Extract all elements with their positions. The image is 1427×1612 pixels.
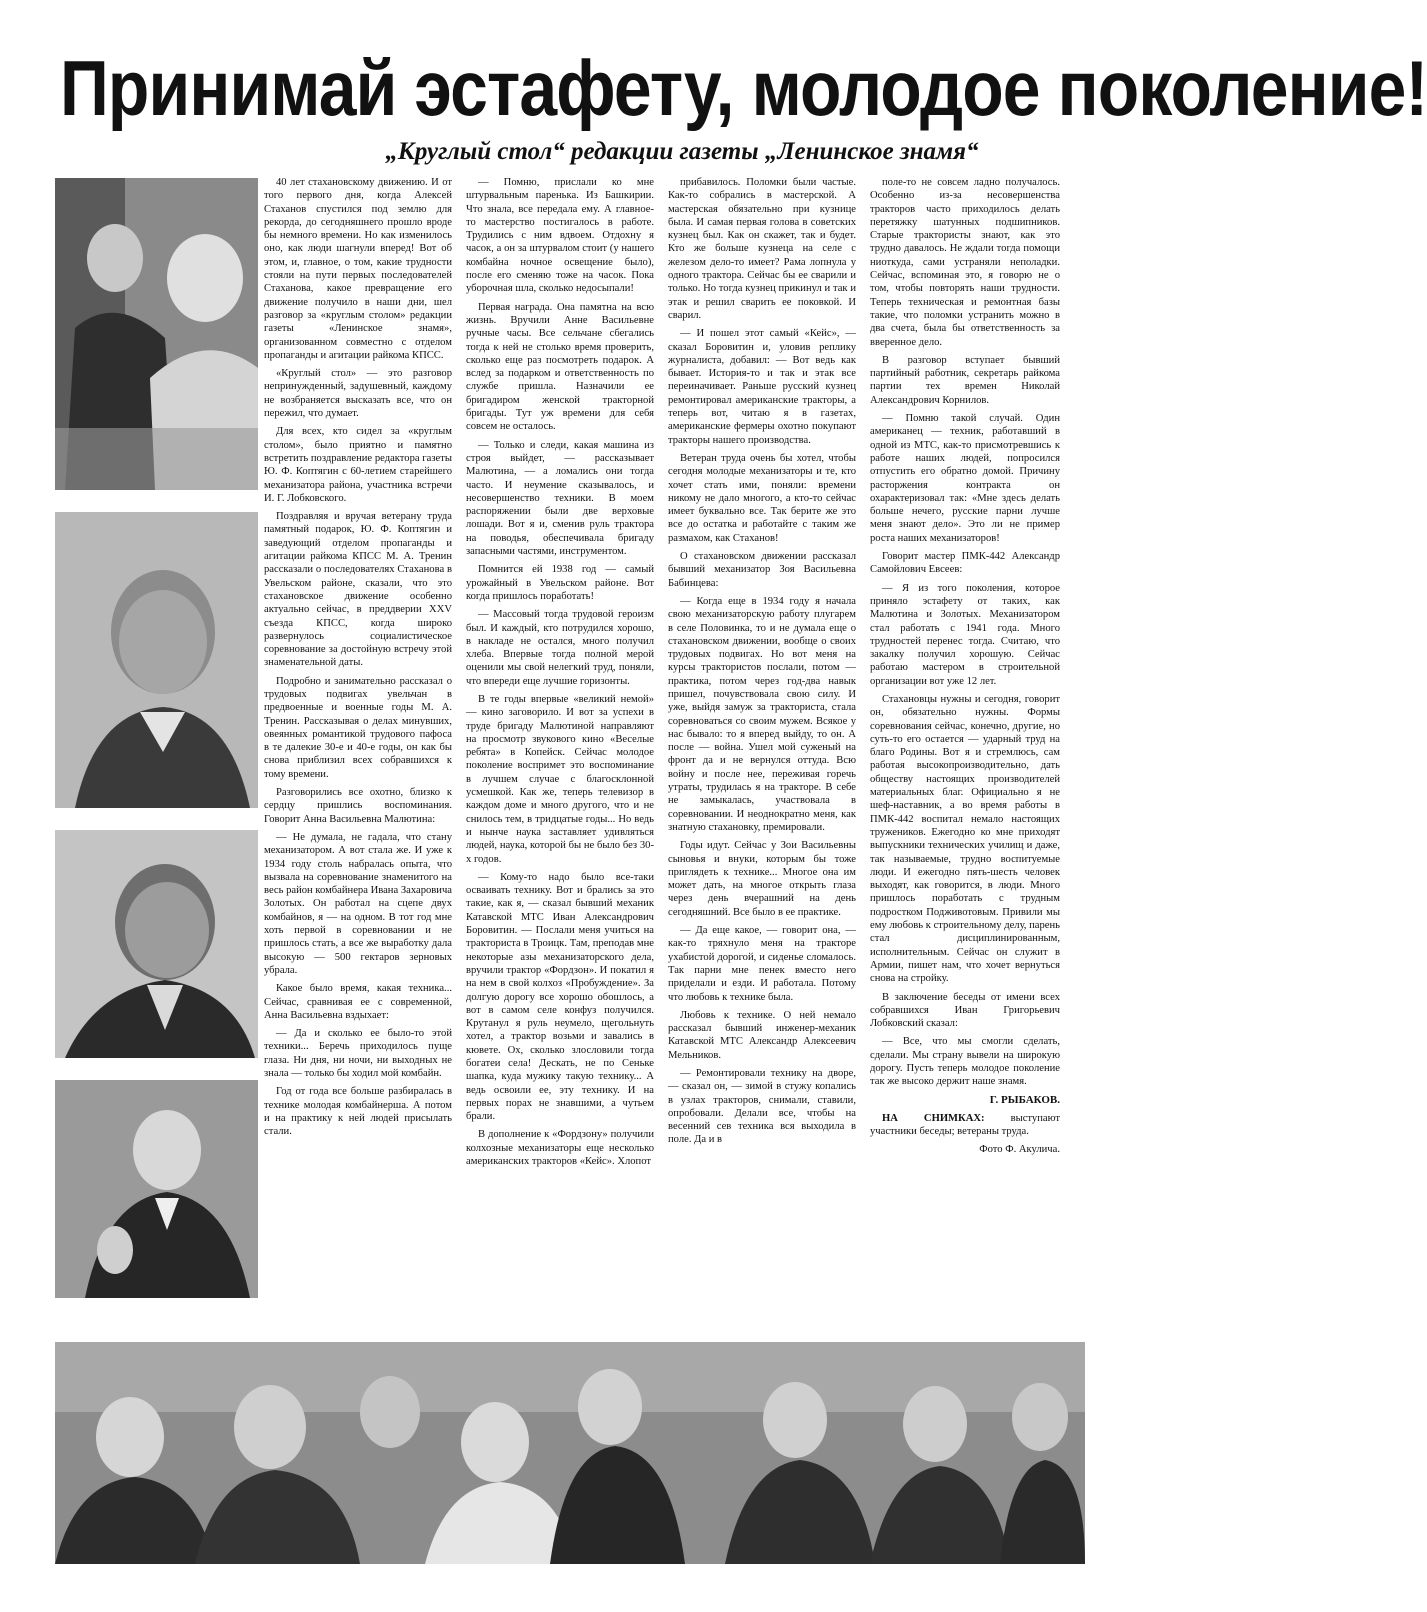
article-column-2 [466,176,654,1321]
paragraph: Год от года все больше разбиралась в технике молодая комбайнерша. А потом и на практику к ней людей присылать стали. [264,1086,452,1138]
photo-participant-1 [55,178,258,490]
photo-participant-2 [55,512,258,808]
paragraph: Стахановцы нужны и сегодня, говорит он, обязательно нужны. Формы соревнования сейчас, конечно, другие, но суть-то его остается — ударный труд на благо Родины. Вот я и стремлюсь, сам работая высокопроизводительно, дать обществу настоящих производителей материальных благ. Официально я не шеф-наставник, а во время работы в ПМК-442 воспитал немало настоящих тружеников. Ежегодно ко мне приходят выпускники технических училищ и даже, так называемые, трудно воспитуемые люди. И ежегодно пять-шесть человек выходят, как говорится, в люди. Много пришлось поработать с трудным подростком Подживотовым. Привили мы ему любовь к строительному делу, парень стал дисциплинированным, исполнительным. Сейчас он служит в Армии, пишет нам, что хочет вернуться снова на стройку. [870,693,1060,985]
paragraph: Говорит мастер ПМК-442 Александр Самойлович Евсеев: [870,551,1060,576]
paragraph: — Я из того поколения, которое приняло эстафету от таких, как Малютина и Золотых. Механизатором стал работать с 1941 года. Много трудностей перенес тогда. Считаю, что закалку получил хорошую. Сейчас работаю мастером в строительной организации вот уже 12 лет. [870,582,1060,687]
paragraph: В дополнение к «Фордзону» получили колхозные механизаторы еще несколько американских тракторов «Кейс». Хлопот [466,1129,654,1168]
caption-label: НА СНИМКАХ: [882,1112,985,1124]
paragraph: — Не думала, не гадала, что стану механизатором. А вот стала же. И уже к 1934 году столь набралась опыта, что вызвала на соревнование знаменитого на весь район комбайнера Ивана Захаровича Золотых. Он работал на сцепе двух комбайнов, я — на одном. В тот год мне хоть первой в соревновании и не пришлось стать, а все же выработку дала высокую — 500 гектаров зерновых убрала. [264,831,452,976]
paragraph: — Только и следи, какая машина из строя выйдет, — рассказывает Малютина, — а ломались они тогда часто. И неумение сказывалось, и несовершенство техники. В моем распоряжении были две верховые лошади. Вот я и, сменив руль трактора на поводья, обеспечивала бригаду запасными частями, инструментом. [466,439,654,558]
paragraph: Первая награда. Она памятна на всю жизнь. Вручили Анне Васильевне ручные часы. Все сельчане сбегались тогда к ней не столько время проверить, сколько еще раз посмотреть подарок. А вслед за подарком и ответственность по службе пришла. Назначили ее бригадиром женской тракторной бригады. Тут уж времени для себя совсем не осталось. [466,301,654,433]
paragraph: В те годы впервые «великий немой» — кино заговорило. И вот за успехи в труде бригаду Малютиной направляют на просмотр звукового кино «Веселые ребята» в Копейск. Сейчас молодое поколение воспримет это воспоминание в лучшем случае с благосклонной усмешкой. Как же, теперь телевизор в каждом доме и много другого, что и не снилось тем, в тридцатые годы... Но ведь и нынче наука заставляет удивляться людей, наука, которой бы не было без 30-х годов. [466,693,654,865]
group-photo [55,1342,1085,1564]
paragraph: В заключение беседы от имени всех собравшихся Иван Григорьевич Лобковский сказал: [870,991,1060,1030]
photo-participant-4 [55,1080,258,1298]
paragraph: — Массовый тогда трудовой героизм был. И каждый, кто потрудился хорошо, в накладе не остался, много получил хлеба. Впервые тогда полной мерой оценили мы свой нелегкий труд, поняли, что впереди еще лучшие горизонты. [466,609,654,687]
paragraph: Годы идут. Сейчас у Зои Васильевны сыновья и внуки, которым бы тоже приглядеть к технике... Многое она им может дать, на многое открыть глаза через день вчерашний на день сегодняшний. Все было в ее практике. [668,840,856,918]
photo-participant-4-image [55,1080,258,1298]
paragraph: — Ремонтировали технику на дворе, — сказал он, — зимой в стужу копались в узлах тракторов, снимали, ставили, опробовали. Делали все, чтобы на весенний сев техника вся выходила в поле. Да и в [668,1068,856,1146]
paragraph: Разговорились все охотно, близко к сердцу пришлись воспоминания. Говорит Анна Васильевна Малютина: [264,787,452,825]
paragraph: Подробно и занимательно рассказал о трудовых подвигах увельчан в предвоенные и военные годы М. А. Тренин. Рассказывая о делах минувших, овеянных романтикой трудового пафоса в те далекие 30-е и 40-е годы, он как бы снова приблизил всех собравшихся к тому времени. [264,675,452,780]
paragraph: Поздравляя и вручая ветерану труда памятный подарок, Ю. Ф. Коптягин и заведующий отделом пропаганды и агитации райкома КПСС М. А. Тренин рассказали о последователях Стаханова в Увельском районе, сказали, что это стахановское движение особенно актуально сейчас, в преддверии XXV съезда КПСС, когда широко развернулось социалистическое соревнование за достойную встречу этой знаменательной даты. [264,511,452,669]
subheadline: „Круглый стол“ редакции газеты „Ленинское знамя“ [385,138,979,165]
article-column-1 [264,176,452,1321]
paragraph: Любовь к технике. О ней немало рассказал бывший инженер-механик Катавской МТС Александр Алексеевич Мельников. [668,1009,856,1061]
paragraph: 40 лет стахановскому движению. И от того первого дня, когда Алексей Стаханов спустился под землю для рекорда, до сегодняшнего прошло вроде бы немного времени. Но как изменилось оно, как люди шагнули вперед! Вот об этом, и, главное, о том, какие трудности стояли на пути первых последователей Стаханова, какое превращение его движение получило в наши дни, шел разговор за «круглым столом» редакции газеты «Ленинское знамя», организованном совместно с отделом пропаганды и агитации райкома КПСС. [264,177,452,361]
paragraph: «Круглый стол» — это разговор непринужденный, задушевный, каждому не возбраняется высказать все, что он пережил, что думает. [264,368,452,420]
paragraph: поле-то не совсем ладно получалось. Особенно из-за несовершенства тракторов часто приходилось делать перетяжку шатунных подшипников. Старые трактористы знают, как это трудно давалось. Не ждали тогда помощи ниоткуда, сами устраняли неполадки. Сейчас, вспоминая это, я говорю не о том, чтобы повторять наши трудности. Теперь техническая и ремонтная базы такие, что поломки устранить можно в два счета, была бы ответственность за вверенное дело. [870,177,1060,348]
paragraph: Ветеран труда очень бы хотел, чтобы сегодня молодые механизаторы и те, кто хочет стать ими, поняли: времени никому не дало многого, а кто-то сейчас имеет буквально все. Так берите же это все до остатка и работайте с таким же размахом, как Стаханов! [668,452,856,544]
photo-participant-3-image [55,830,258,1058]
paragraph: — Когда еще в 1934 году я начала свою механизаторскую работу плугарем в селе Половинка, то и не думала еще о стахановском движении, вообще о своих трудовых подвигах. Но вот меня на курсы трактористов послали, потом — практика, потом через год-два навык пришел, почувствовала свою силу. И уже, выйдя замуж за тракториста, стала соревноваться со своим мужем. Всякое у нас бывало: то я вперед выйду, то он. А после — война. Ушел мой суженый на фронт да и не вернулся оттуда. Всю войну и после нее, переживая горечь утраты, трудилась я на тракторе. В себе не замыкалась, участвовала в соревновании. И неоднократно меня, как знатную стахановку, премировали. [668,595,856,833]
headline: Принимай эстафету, молодое поколение! [60,44,1427,132]
paragraph: — Да и сколько ее было-то этой техники... Беречь приходилось пуще глаза. Ни дня, ни ночи, ни выходных не знала — только бы ходил мой комбайн. [264,1028,452,1079]
paragraph: — И пошел этот самый «Кейс», — сказал Боровитин и, уловив реплику журналиста, добавил: — Вот ведь как бывает. История-то и так и этак все переиначивает. Раньше русский кузнец ремонтировал американские тракторы, а теперь вот, читаю я в газетах, американские фермеры охотно покупают тракторы нашего производства. [668,328,856,446]
paragraph: прибавилось. Поломки были частые. Как-то собрались в мастерской. А мастерская обязательно при кузнице была. И самая первая голова в советских кузнец был. Как он скажет, так и будет. Кто же больше кузнеца на селе с железом дело-то имеет? Рама лопнула у одного трактора. Сейчас бы ее сварили и только. Но тогда кузнец прикинул и так и этак и решил сварить ее поковкой. И сварил. [668,177,856,321]
photo-participant-1-image [55,178,258,490]
paragraph: — Помню, прислали ко мне штурвальным паренька. Из Башкирии. Что знала, все передала ему. А главное-то мастерство постигалось в работе. Трудились с ним вдвоем. Отдохну я часок, а он за штурвалом стоит (у нашего комбайна ночное освещение было), после его сменяю тоже на часок. Пока уборочная шла, сколько недосыпали! [466,177,654,295]
paragraph: — Да еще какое, — говорит она, — как-то тряхнуло меня на тракторе ухабистой дорогой, и сиденье сломалось. Так парни мне пенек вместо него приделали и езди. И работала. Потому что любовь к технике была. [668,925,856,1003]
paragraph: — Все, что мы смогли сделать, сделали. Мы страну вывели на широкую дорогу. Пусть теперь молодое поколение так же высоко держит наше знамя. [870,1036,1060,1088]
paragraph: Для всех, кто сидел за «круглым столом», было приятно и памятно встретить поздравление редактора газеты Ю. Ф. Коптягин с 60-летием старейшего механизатора района, участника встречи И. Г. Лобковского. [264,426,452,504]
article-column-3 [668,176,856,1321]
paragraph: В разговор вступает бывший партийный работник, секретарь райкома партии тех времен Николай Александрович Корнилов. [870,354,1060,406]
paragraph: О стахановском движении рассказал бывший механизатор Зоя Васильевна Бабинцева: [668,551,856,589]
paragraph: — Кому-то надо было все-таки осваивать технику. Вот и брались за это такие, как я, — сказал бывший механик Катавской МТС Иван Александрович Боровитин. — Послали меня учиться на тракториста в Троицк. Там, преподав мне некоторые азы механизаторского дела, вручили трактор «Фордзон». И покатил я на нем в свой колхоз «Пробуждение». За долгую дорогу все хорошо обошлось, а вот в самом селе конфуз получился. Крутанул я руль неумело, щегольнуть хотел, а трактор возьми и завались в кювете. Ох, сколько злословили тогда богатеи села! Дескать, не по Сеньке шапка, куда мужику такую технику... А ведь освоили ее, эту технику. И на первых порах не знавшими, а чутьем брали. [466,871,654,1123]
photo-participant-2-image [55,512,258,808]
group-photo-image [55,1342,1085,1564]
article-column-4 [870,176,1060,1321]
photo-caption [870,1112,1060,1138]
photo-credit: Фото Ф. Акулича. [979,1143,1060,1155]
caption-text: выступают участники беседы; ветераны труда. [870,1112,1060,1137]
paragraph: Какое было время, какая техника... Сейчас, сравнивая ее с современной, Анна Васильевна вздыхает: [264,983,452,1021]
paragraph: — Помню такой случай. Один американец — техник, работавший в одной из МТС, как-то присмотревшись к работе наших людей, попросился отпустить его обратно домой. Причину расторжения контракта он охарактеризовал так: «Мне здесь делать больше нечего, русские парни лучше меня знают дело». Это ли не пример роста наших механизаторов! [870,413,1060,544]
paragraph: Помнится ей 1938 год — самый урожайный в Увельском районе. Вот когда пришлось поработать! [466,564,654,602]
author-byline: Г. РЫБАКОВ. [989,1093,1060,1106]
photo-participant-3 [55,830,258,1058]
